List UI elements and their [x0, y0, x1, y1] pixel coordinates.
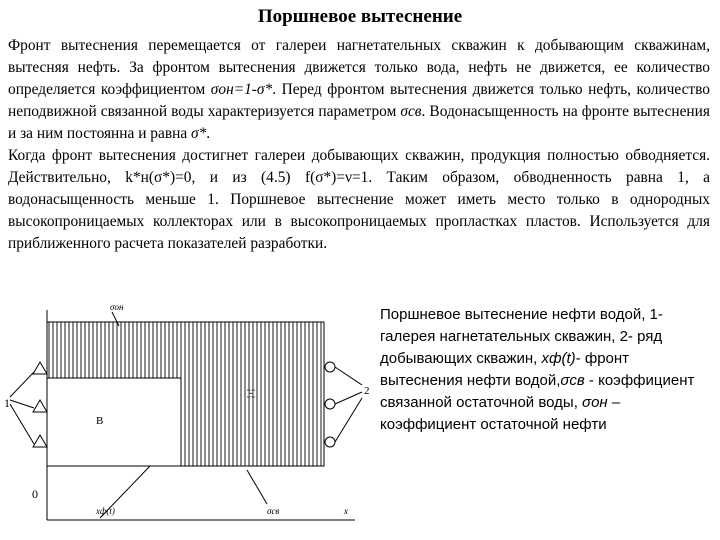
p1-text-2: . Перед фронтом вытеснения движется только нефть, количество неподвижной связанной воды характеризуется параметром [8, 81, 710, 120]
label-2-leader [335, 367, 362, 385]
front-position-label: xф(t) [96, 506, 115, 516]
caption-text-2: - фронт вытеснения нефти водой, [380, 350, 630, 389]
label-1-leader [10, 404, 34, 444]
kn-formula: k*н(σ*)=0 [125, 169, 192, 186]
p2-text-1: Когда фронт вытеснения достигнет галереи добывающих скважин, продукция полностью обводняется. Действительно, [8, 147, 710, 186]
caption-text-4: – коэффициент остаточной нефти [380, 394, 621, 433]
injection-well-icon [33, 435, 47, 447]
injection-well-icon [33, 362, 47, 374]
production-well-icon [325, 399, 335, 409]
p1-text-4: . [206, 125, 211, 142]
oil-zone-label: Н [247, 388, 255, 400]
p1-text-3: . Водонасыщенность на фронте вытеснения и за ним постоянна и равна [8, 103, 710, 142]
x-axis-label: x [344, 506, 348, 516]
label-2-leader [335, 398, 362, 442]
sigma-sv-label: σсв [267, 506, 280, 516]
label-1-leader [10, 372, 34, 397]
p1-text-1: Фронт вытеснения перемещается от галереи нагнетательных скважин к добывающим скважинам, вытесняя нефть. За фронтом вытеснения движется только вода, нефть не движется, ее количество определяется коэффициентом [8, 37, 710, 98]
sigma-sv-leader [247, 470, 267, 504]
residual-oil-band [47, 322, 324, 378]
label-1-leader [10, 400, 34, 408]
production-well-icon [325, 362, 335, 372]
p2-text-3: . Таким образом, обводненность равна 1, а водонасыщенность меньше 1. Поршневое вытеснение может иметь место только в однородных высокопроницаемых коллекторах или в высокопроницаемых пропластках пластов. Используется для приближенного расчета показателей разработки. [8, 169, 711, 252]
sigma-star-symbol: σ* [191, 125, 207, 142]
caption-front-symbol: xф(t) [541, 350, 576, 367]
sigma-on-label: σон [110, 302, 124, 312]
label-2-leader [335, 392, 362, 404]
p2-text-2: , и из (4.5) [191, 169, 305, 186]
injection-well-icon [33, 400, 47, 412]
caption-sigma-on: σон [582, 394, 608, 411]
water-zone-label: В [96, 415, 104, 427]
page-title: Поршневое вытеснение [257, 6, 463, 27]
origin-label: 0 [32, 487, 38, 501]
sigma-sv-symbol: σсв [400, 103, 422, 120]
row-2-label: 2 [364, 385, 370, 397]
production-well-icon [325, 437, 335, 447]
caption-text-3: - коэффициент связанной остаточной воды, [380, 372, 695, 411]
caption-sigma-sv: σсв [560, 372, 585, 389]
gallery-1-label: 1 [4, 396, 10, 410]
sigma-on-formula: σон=1-σ* [210, 81, 273, 98]
f-formula: f(σ*)=ν=1 [304, 169, 369, 186]
caption-text-1: Поршневое вытеснение нефти водой, 1- галерея нагнетательных скважин, 2- ряд добывающих скважин, [380, 306, 663, 367]
